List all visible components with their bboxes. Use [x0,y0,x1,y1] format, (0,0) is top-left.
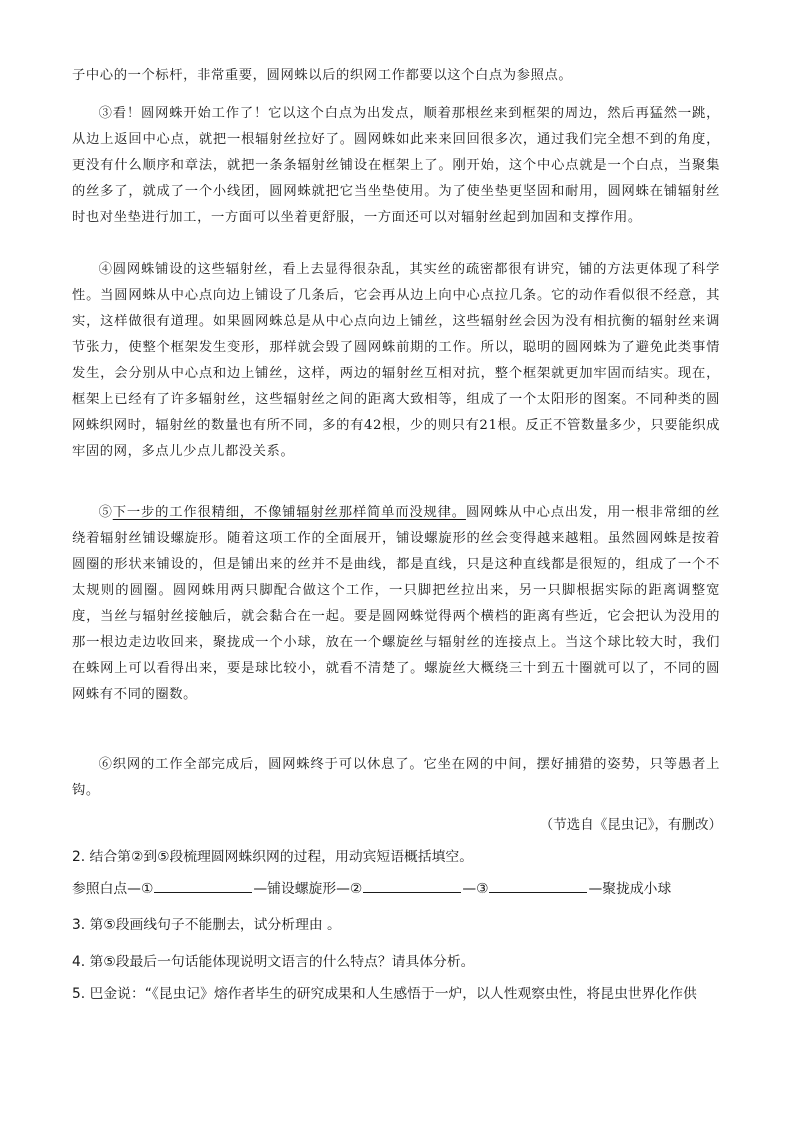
fill-segment-a: 参照白点—① [72,881,154,897]
question-2: 2. 结合第②到⑤段梳理圆网蛛织网的过程，用动宾短语概括填空。 [72,849,474,865]
answer-blank-3[interactable] [489,878,587,893]
paragraph-continuation: 子中心的一个标杆，非常重要，圆网蛛以后的织网工作都要以这个白点为参照点。 [72,68,573,83]
paragraph-4: ④圆网蛛铺设的这些辐射丝，看上去显得很杂乱，其实丝的疏密都很有讲究，铺的方法更体现了科学性。当圆网蛛从中心点向边上铺设了几条后，它会再从边上向中心点拉几条。它的动作看似很不经意，其实，这样做很有道理。如果圆网蛛总是从中心点向边上铺丝，这些辐射丝会因为没有相抗衡的辐射丝来调节张力，使整个框架发生变形，那样就会毁了圆网蛛前期的工作。所以，聪明的圆网蛛为了避免此类事情发生，会分别从中心点和边上铺丝，这样，两边的辐射丝互相对抗，整个框架就更加牢固而结实。现在，框架上已经有了许多辐射丝，这些辐射丝之间的距离大致相等，组成了一个太阳形的图案。不同种类的圆网蛛织网时，辐射丝的数量也有所不同，多的有42根，少的则只有21根。反正不管数量多少，只要能织成牢固的网，多点儿少点儿都没关系。 [72,262,720,459]
question-2-fill-line [72,877,732,901]
answer-blank-1[interactable] [154,878,252,893]
paragraph-3: ③看！圆网蛛开始工作了！它以这个白点为出发点，顺着那根丝来到框架的周边，然后再猛然一跳，从边上返回中心点，就把一根辐射丝拉好了。圆网蛛如此来来回回很多次，通过我们完全想不到的角度，更没有什么顺序和章法，就把一条条辐射丝铺设在框架上了。刚开始，这个中心点就是一个白点，当聚集的丝多了，就成了一个小线团，圆网蛛就把它当坐垫使用。为了使坐垫更坚固和耐用，圆网蛛在铺辐射丝时也对坐垫进行加工，一方面可以坐着更舒服，一方面还可以对辐射丝起到加固和支撑作用。 [72,106,720,225]
question-3: 3. 第⑤段画线句子不能删去，试分析理由 。 [72,917,341,933]
paragraph-5-rest: 圆网蛛从中心点出发，用一根非常细的丝绕着辐射丝铺设螺旋形。随着这项工作的全面展开，铺设螺旋形的丝会变得越来越粗。虽然圆网蛛是按着圆圈的形状来铺设的，但是铺出来的丝并不是曲线，都是直线，只是这种直线都是很短的，组成了一个不太规则的圆圈。圆网蛛用两只脚配合做这个工作，一只脚把丝拉出来，另一只脚根据实际的距离调整宽度，当丝与辐射丝接触后，就会黏合在一起。要是圆网蛛觉得两个横档的距离有些近，它会把认为没用的那一根边走边收回来，聚拢成一个小球，放在一个螺旋丝与辐射丝的连接点上。当这个球比较大时，我们在蛛网上可以看得出来，要是球比较小，就看不清楚了。螺旋丝大概绕三十到五十圈就可以了，不同的圆网蛛有不同的圈数。 [72,505,721,702]
paragraph-5 [72,500,720,708]
source-note: （节选自《昆虫记》，有删改） [539,817,722,833]
question-5: 5. 巴金说：“《昆虫记》熔作者毕生的研究成果和人生感悟于一炉，以人性观察虫性，将昆虫世界化作供 [72,986,697,1002]
fill-segment-d: —聚拢成小球 [588,881,672,897]
paragraph-6: ⑥织网的工作全部完成后，圆网蛛终于可以休息了。它坐在网的中间，摆好捕猎的姿势，只等愚者上钩。 [72,757,720,798]
question-4: 4. 第⑤段最后一句话能体现说明文语言的什么特点？请具体分析。 [72,954,475,970]
fill-segment-b: —铺设螺旋形—② [253,881,363,897]
paragraph-5-number: ⑤ [98,505,113,520]
fill-segment-c: —③ [462,881,489,897]
answer-blank-2[interactable] [363,878,461,893]
underlined-sentence: 下一步的工作很精细，不像铺辐射丝那样简单而没规律。 [112,505,466,520]
